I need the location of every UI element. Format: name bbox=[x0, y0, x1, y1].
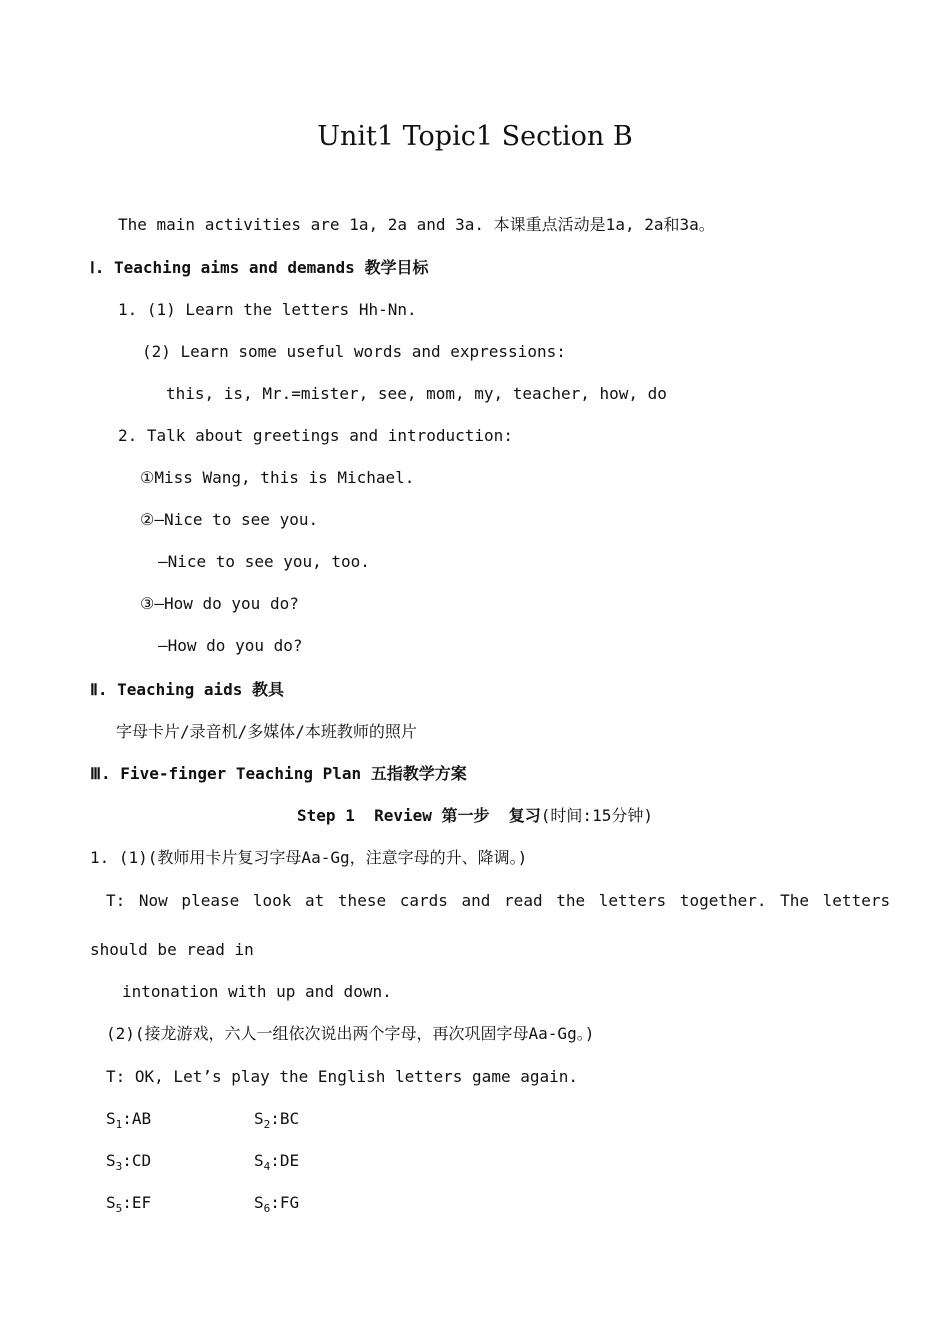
student-line: $S_5:EF$ bbox=[106, 1193, 152, 1215]
vocab-list: this, is, Mr.=mister, see, mom, my, teacher, how, do bbox=[166, 384, 667, 403]
step-heading-bold: Step 1 Review 第一步 复习 bbox=[297, 806, 541, 825]
dialogue-3a: ③—How do you do? bbox=[140, 594, 299, 613]
step-heading bbox=[0, 806, 950, 826]
teacher-line-1b: should be read in bbox=[90, 940, 254, 959]
step-item-1: 1. (1)(教师用卡片复习字母Aa-Gg，注意字母的升、降调。) bbox=[90, 848, 528, 867]
section-heading-plan: Ⅲ. Five-finger Teaching Plan 五指教学方案 bbox=[90, 764, 467, 783]
student-line: $S_3:CD$ bbox=[106, 1151, 152, 1173]
dialogue-2a: ②—Nice to see you. bbox=[140, 510, 319, 529]
step-item-2: (2)(接龙游戏，六人一组依次说出两个字母，再次巩固字母Aa-Gg。) bbox=[106, 1024, 595, 1043]
aim-item-2: 2. Talk about greetings and introduction: bbox=[118, 426, 513, 445]
dialogue-3b: —How do you do? bbox=[158, 636, 303, 655]
student-line: $S_1:AB$ bbox=[106, 1109, 152, 1131]
aids-list: 字母卡片/录音机/多媒体/本班教师的照片 bbox=[116, 722, 417, 741]
teacher-line-1c: intonation with up and down. bbox=[122, 982, 392, 1001]
dialogue-2b: —Nice to see you, too. bbox=[158, 552, 370, 571]
student-line: $S_2:BC$ bbox=[254, 1109, 300, 1131]
section-heading-aims: Ⅰ. Teaching aims and demands 教学目标 bbox=[90, 258, 429, 277]
teacher-line-1: T: Now please look at these cards and read the letters together. The letters bbox=[106, 891, 891, 910]
student-line: $S_6:FG$ bbox=[254, 1193, 300, 1215]
aim-item-1b: (2) Learn some useful words and expressions: bbox=[142, 342, 566, 361]
page-title: Unit1 Topic1 Section B bbox=[317, 121, 633, 152]
teacher-line-2: T: OK, Let’s play the English letters game again. bbox=[106, 1067, 579, 1086]
student-line: $S_4:DE$ bbox=[254, 1151, 300, 1173]
aim-item-1: 1. (1) Learn the letters Hh-Nn. bbox=[118, 300, 417, 319]
step-heading-time: (时间:15分钟) bbox=[540, 806, 653, 825]
intro-text: The main activities are 1a, 2a and 3a. 本课重点活动是1a, 2a和3a。 bbox=[118, 215, 715, 234]
dialogue-1: ①Miss Wang, this is Michael. bbox=[140, 468, 415, 487]
section-heading-aids: Ⅱ. Teaching aids 教具 bbox=[90, 680, 285, 699]
